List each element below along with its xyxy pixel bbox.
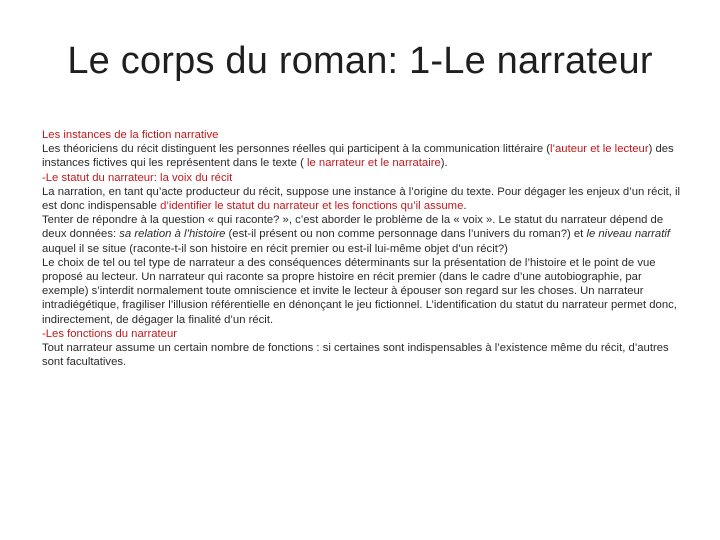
body-text: . [463, 200, 467, 213]
highlighted-text: -Les fonctions du narrateur [42, 327, 178, 340]
slide-body [42, 128, 682, 369]
body-paragraph [42, 128, 682, 142]
highlighted-text: -Le statut du narrateur: la voix du récit [42, 171, 233, 184]
body-paragraph [42, 341, 682, 369]
body-paragraph [42, 171, 682, 185]
highlighted-text: d’identifier le statut du narrateur et les fonctions qu’il assume [160, 200, 464, 213]
body-paragraph [42, 213, 682, 256]
slide-title: Le corps du roman: 1-Le narrateur [67, 40, 653, 82]
body-paragraph [42, 256, 682, 327]
body-text: ) des instances fictives qui les représentent dans le texte ( [42, 143, 674, 170]
body-paragraph [42, 327, 682, 341]
highlighted-text: Les instances de la fiction narrative [42, 129, 219, 141]
highlighted-text: l’auteur et le lecteur [550, 143, 649, 156]
body-text: La narration, en tant qu’acte producteur du récit, suppose une instance à l’origine du texte. Pour dégager les enjeux d’un récit, il est donc indispensable [42, 185, 681, 213]
body-paragraph [42, 185, 682, 213]
highlighted-text: le narrateur et le narrataire [307, 157, 441, 170]
body-paragraph [42, 142, 682, 170]
italic-text: le niveau narratif [586, 228, 670, 241]
body-text: auquel il se situe (raconte-t-il son histoire en récit premier ou est-il lui-même objet d’un récit?) [42, 242, 508, 255]
body-text: Le choix de tel ou tel type de narrateur a des conséquences déterminants sur la présentation de l’histoire et le point de vue proposé au lecteur. Un narrateur qui raconte sa propre histoire en récit premier (dans le cadre d’une autobiographie, par exemple) s’interdit normalement toute omniscience et invite le lecteur à épouser son regard sur les choses. Un narrateur intradiégétique, fragiliser l’illusion référentielle en dénonçant le jeu fictionnel. L’identification du statut du narrateur permet donc, indirectement, de dégager la finalité d’un récit. [42, 256, 677, 326]
body-text: ). [440, 157, 448, 170]
body-text: Tenter de répondre à la question « qui raconte? », c’est aborder le problème de la « voix ». Le statut du narrateur dépend de deux données: [42, 214, 664, 241]
body-text: Tout narrateur assume un certain nombre de fonctions : si certaines sont indispensables à l’existence même du récit, d’autres sont facultatives. [42, 342, 669, 369]
italic-text: sa relation à l’histoire [119, 228, 226, 241]
body-text: Les théoriciens du récit distinguent les personnes réelles qui participent à la communication littéraire ( [42, 143, 550, 156]
body-text: (est-il présent ou non comme personnage dans l’univers du roman?) et [225, 228, 587, 241]
